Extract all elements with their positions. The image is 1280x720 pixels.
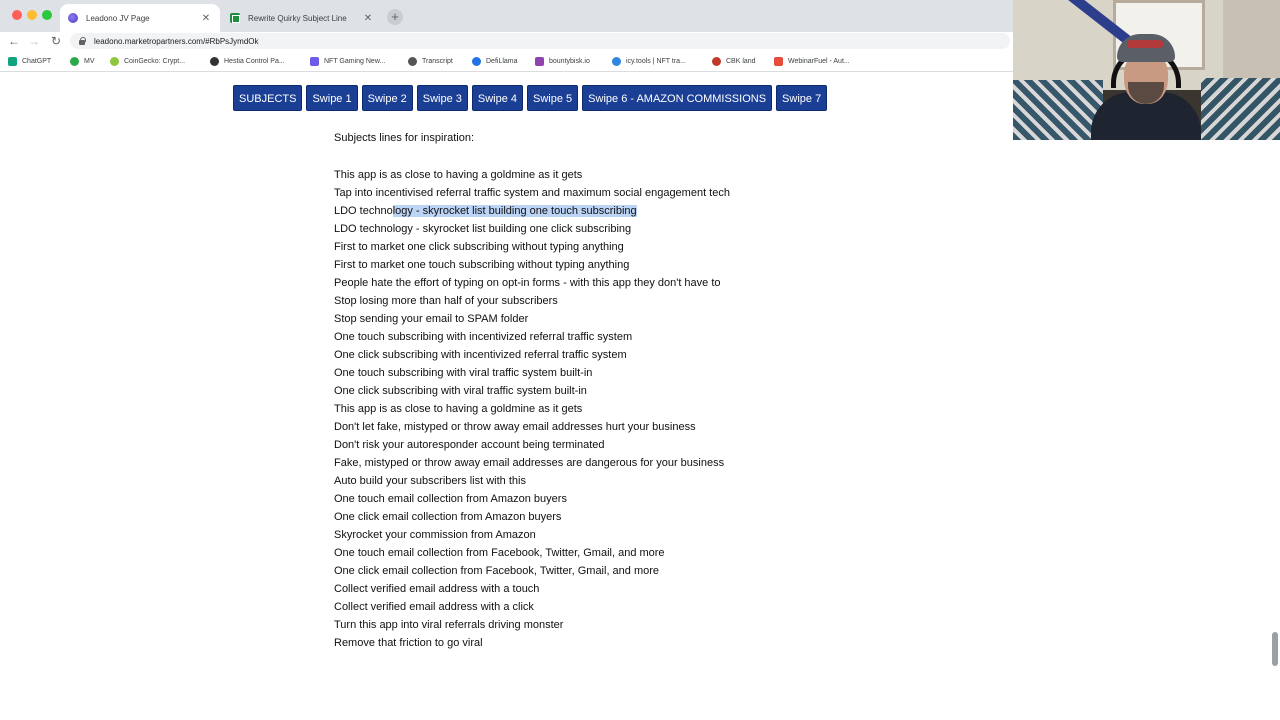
tab-rewrite-quirky-subject-line[interactable]	[222, 4, 382, 32]
bookmark-defillama[interactable]: DefiLlama	[472, 55, 518, 67]
lock-icon	[78, 37, 86, 45]
bookmark-nft-gaming[interactable]: NFT Gaming New...	[310, 55, 385, 67]
list-item: Don't risk your autoresponder account being terminated	[334, 439, 605, 451]
bookmark-chatgpt[interactable]: ChatGPT	[8, 55, 51, 67]
list-item: Skyrocket your commission from Amazon	[334, 529, 536, 541]
nav-button-swipe-4[interactable]: Swipe 4	[472, 85, 523, 111]
bookmark-cbk-land[interactable]: CBK land	[712, 55, 756, 67]
list-item: Stop sending your email to SPAM folder	[334, 313, 529, 325]
list-item: One click email collection from Amazon buyers	[334, 511, 562, 523]
list-item: One click subscribing with viral traffic system built-in	[334, 385, 587, 397]
maximize-window-icon[interactable]	[42, 10, 52, 20]
webinarfuel-icon	[774, 57, 783, 66]
list-item: This app is as close to having a goldmine as it gets	[334, 169, 583, 181]
list-item: Stop losing more than half of your subscribers	[334, 295, 558, 307]
subject-list	[334, 168, 954, 654]
list-item: This app is as close to having a goldmine as it gets	[334, 403, 583, 415]
list-item: One touch email collection from Facebook, Twitter, Gmail, and more	[334, 547, 665, 559]
list-item: Don't let fake, mistyped or throw away email addresses hurt your business	[334, 421, 696, 433]
nav-button-swipe-7[interactable]: Swipe 7	[776, 85, 827, 111]
minimize-window-icon[interactable]	[27, 10, 37, 20]
cbk-land-icon	[712, 57, 721, 66]
icy-tools-icon	[612, 57, 621, 66]
list-item: Turn this app into viral referrals driving monster	[334, 619, 564, 631]
url-text: leadono.marketropartners.com/#RbPsJymdOk	[94, 36, 259, 46]
list-item: One touch email collection from Amazon buyers	[334, 493, 567, 505]
nav-button-swipe-5[interactable]: Swipe 5	[527, 85, 578, 111]
back-arrow-icon[interactable]: ←	[8, 34, 20, 48]
address-bar[interactable]	[70, 33, 1010, 49]
list-item: First to market one touch subscribing without typing anything	[334, 259, 630, 271]
bookmark-hestia[interactable]: Hestia Control Pa...	[210, 55, 285, 67]
text-selection-highlight: logy - skyrocket list building one touch subscribing	[392, 205, 637, 217]
list-item: Fake, mistyped or throw away email addresses are dangerous for your business	[334, 457, 725, 469]
chatgpt-icon	[8, 57, 17, 66]
nav-button-swipe-6[interactable]: Swipe 6 - AMAZON COMMISSIONS	[582, 85, 772, 111]
list-item: LDO technology - skyrocket list building one click subscribing	[334, 223, 632, 235]
intro-text: Subjects lines for inspiration:	[334, 132, 475, 144]
forward-arrow-icon[interactable]: →	[28, 34, 40, 48]
list-item: First to market one click subscribing without typing anything	[334, 241, 624, 253]
list-item: One click email collection from Facebook, Twitter, Gmail, and more	[334, 565, 660, 577]
nav-button-swipe-3[interactable]: Swipe 3	[417, 85, 468, 111]
close-tab-icon[interactable]: ✕	[363, 12, 373, 24]
scrollbar-thumb[interactable]	[1272, 632, 1278, 666]
close-tab-icon[interactable]: ✕	[201, 12, 211, 24]
close-window-icon[interactable]	[12, 10, 22, 20]
leadono-favicon-icon	[68, 13, 78, 23]
list-item: One touch subscribing with viral traffic system built-in	[334, 367, 593, 379]
webcam-overlay	[1013, 0, 1280, 140]
hestia-icon	[210, 57, 219, 66]
bookmark-coingecko[interactable]: CoinGecko: Crypt...	[110, 55, 185, 67]
tab-leadono-jv-page[interactable]	[60, 4, 220, 32]
bookmark-webinarfuel[interactable]: WebinarFuel - Aut...	[774, 55, 850, 67]
tab-title: Leadono JV Page	[86, 13, 150, 23]
list-item: Collect verified email address with a click	[334, 601, 534, 613]
tab-title: Rewrite Quirky Subject Line	[248, 13, 347, 23]
selected-text-prefix: LDO techno	[334, 205, 393, 217]
defillama-icon	[472, 57, 481, 66]
new-tab-button[interactable]: +	[387, 9, 403, 25]
list-item: Auto build your subscribers list with this	[334, 475, 526, 487]
reload-icon[interactable]: ↻	[50, 34, 62, 48]
nft-gaming-icon	[310, 57, 319, 66]
bookmark-bountybisk[interactable]: bountybisk.io	[535, 55, 590, 67]
transcript-icon	[408, 57, 417, 66]
list-item: Tap into incentivised referral traffic system and maximum social engagement tech	[334, 187, 730, 199]
bookmark-transcript[interactable]: Transcript	[408, 55, 453, 67]
sheets-favicon-icon	[230, 13, 240, 23]
list-item: People hate the effort of typing on opt-in forms - with this app they don't have to	[334, 277, 721, 289]
coingecko-icon	[110, 57, 119, 66]
nav-button-subjects[interactable]: SUBJECTS	[233, 85, 302, 111]
page-scrollbar[interactable]	[1270, 140, 1280, 720]
list-item: One click subscribing with incentivized referral traffic system	[334, 349, 627, 361]
list-item-selected	[334, 204, 954, 222]
nav-button-swipe-2[interactable]: Swipe 2	[362, 85, 413, 111]
bookmark-icy-tools[interactable]: icy.tools | NFT tra...	[612, 55, 686, 67]
list-item: Remove that friction to go viral	[334, 637, 483, 649]
mv-icon	[70, 57, 79, 66]
list-item: One touch subscribing with incentivized referral traffic system	[334, 331, 633, 343]
bountybisk-icon	[535, 57, 544, 66]
swipe-navigation	[233, 85, 831, 111]
nav-button-swipe-1[interactable]: Swipe 1	[306, 85, 357, 111]
bookmark-mv[interactable]: MV	[70, 55, 95, 67]
list-item: Collect verified email address with a touch	[334, 583, 540, 595]
